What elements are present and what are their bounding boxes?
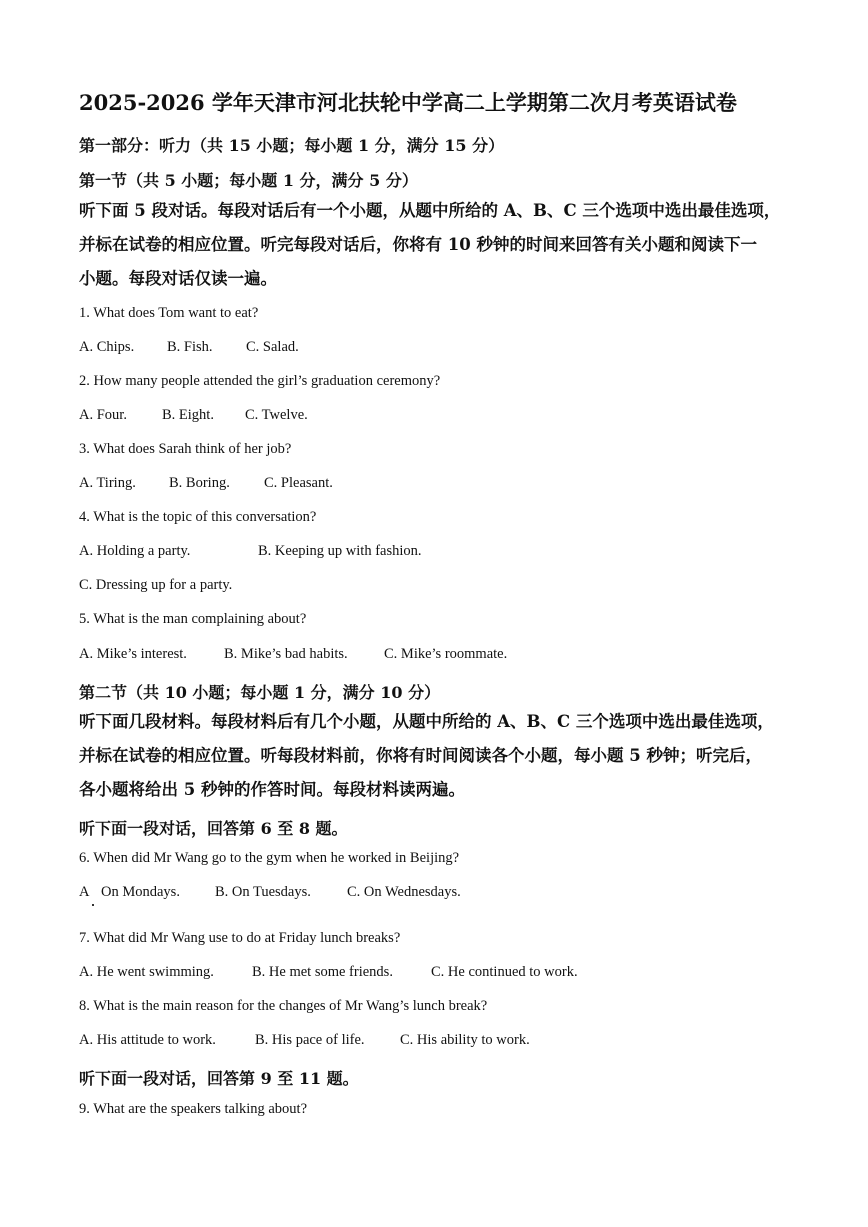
option-c: C. Twelve. <box>245 407 308 423</box>
option-b: B. Boring. <box>169 475 230 491</box>
option-b: B. He met some friends. <box>252 964 393 980</box>
option-c: C. His ability to work. <box>400 1032 530 1048</box>
option-b: B. Keeping up with fashion. <box>258 543 422 559</box>
option-a: A. Holding a party. <box>79 543 191 559</box>
option-c: C. Dressing up for a party. <box>79 577 233 593</box>
section2-instructions <box>79 705 799 807</box>
option-a-letter: A <box>79 884 90 900</box>
option-a: A. He went swimming. <box>79 964 214 980</box>
exam-title: 2025-2026 学年天津市河北扶轮中学高二上学期第二次月考英语试卷 <box>79 90 737 115</box>
question-3: 3. What does Sarah think of her job? <box>79 441 292 457</box>
option-b: B. Mike’s bad habits. <box>224 646 348 662</box>
question-2: 2. How many people attended the girl’s graduation ceremony? <box>79 373 441 389</box>
dialog1-heading: 听下面一段对话，回答第 6 至 8 题。 <box>79 819 348 838</box>
question-9: 9. What are the speakers talking about? <box>79 1101 308 1117</box>
instruction-line: 并标在试卷的相应位置。听完每段对话后，你将有 10 秒钟的时间来回答有关小题和阅读下一 <box>79 235 757 254</box>
stray-dot <box>92 904 94 906</box>
section2-heading: 第二节（共 10 小题；每小题 1 分，满分 10 分） <box>79 683 441 702</box>
option-b: B. Eight. <box>162 407 214 423</box>
question-4: 4. What is the topic of this conversation? <box>79 509 317 525</box>
option-a: A. His attitude to work. <box>79 1032 216 1048</box>
option-c: C. Mike’s roommate. <box>384 646 508 662</box>
option-b: B. His pace of life. <box>255 1032 365 1048</box>
instruction-line: 并标在试卷的相应位置。听每段材料前，你将有时间阅读各个小题，每小题 5 秒钟；听完后， <box>79 746 762 765</box>
question-8: 8. What is the main reason for the changes of Mr Wang’s lunch break? <box>79 998 488 1014</box>
part1-heading: 第一部分：听力（共 15 小题；每小题 1 分，满分 15 分） <box>79 136 505 155</box>
section1-heading: 第一节（共 5 小题；每小题 1 分，满分 5 分） <box>79 171 418 190</box>
section1-instructions <box>79 194 799 296</box>
option-b: B. On Tuesdays. <box>215 884 311 900</box>
question-6: 6. When did Mr Wang go to the gym when he worked in Beijing? <box>79 850 460 866</box>
instruction-line: 小题。每段对话仅读一遍。 <box>79 269 277 288</box>
instruction-line: 各小题将给出 5 秒钟的作答时间。每段材料读两遍。 <box>79 780 465 799</box>
option-c: C. Salad. <box>246 339 299 355</box>
option-a: A. Four. <box>79 407 127 423</box>
instruction-line: 听下面几段材料。每段材料后有几个小题，从题中所给的 A、B、C 三个选项中选出最佳选项， <box>79 712 774 731</box>
question-7: 7. What did Mr Wang use to do at Friday lunch breaks? <box>79 930 401 946</box>
option-a: A. Mike’s interest. <box>79 646 187 662</box>
option-b: B. Fish. <box>167 339 213 355</box>
question-5: 5. What is the man complaining about? <box>79 611 307 627</box>
option-a: On Mondays. <box>101 884 180 900</box>
dialog2-heading: 听下面一段对话，回答第 9 至 11 题。 <box>79 1069 359 1088</box>
option-a: A. Chips. <box>79 339 135 355</box>
option-a: A. Tiring. <box>79 475 136 491</box>
question-1: 1. What does Tom want to eat? <box>79 305 259 321</box>
option-c: C. On Wednesdays. <box>347 884 461 900</box>
option-c: C. Pleasant. <box>264 475 333 491</box>
option-c: C. He continued to work. <box>431 964 578 980</box>
instruction-line: 听下面 5 段对话。每段对话后有一个小题，从题中所给的 A、B、C 三个选项中选出最佳选项， <box>79 201 781 220</box>
